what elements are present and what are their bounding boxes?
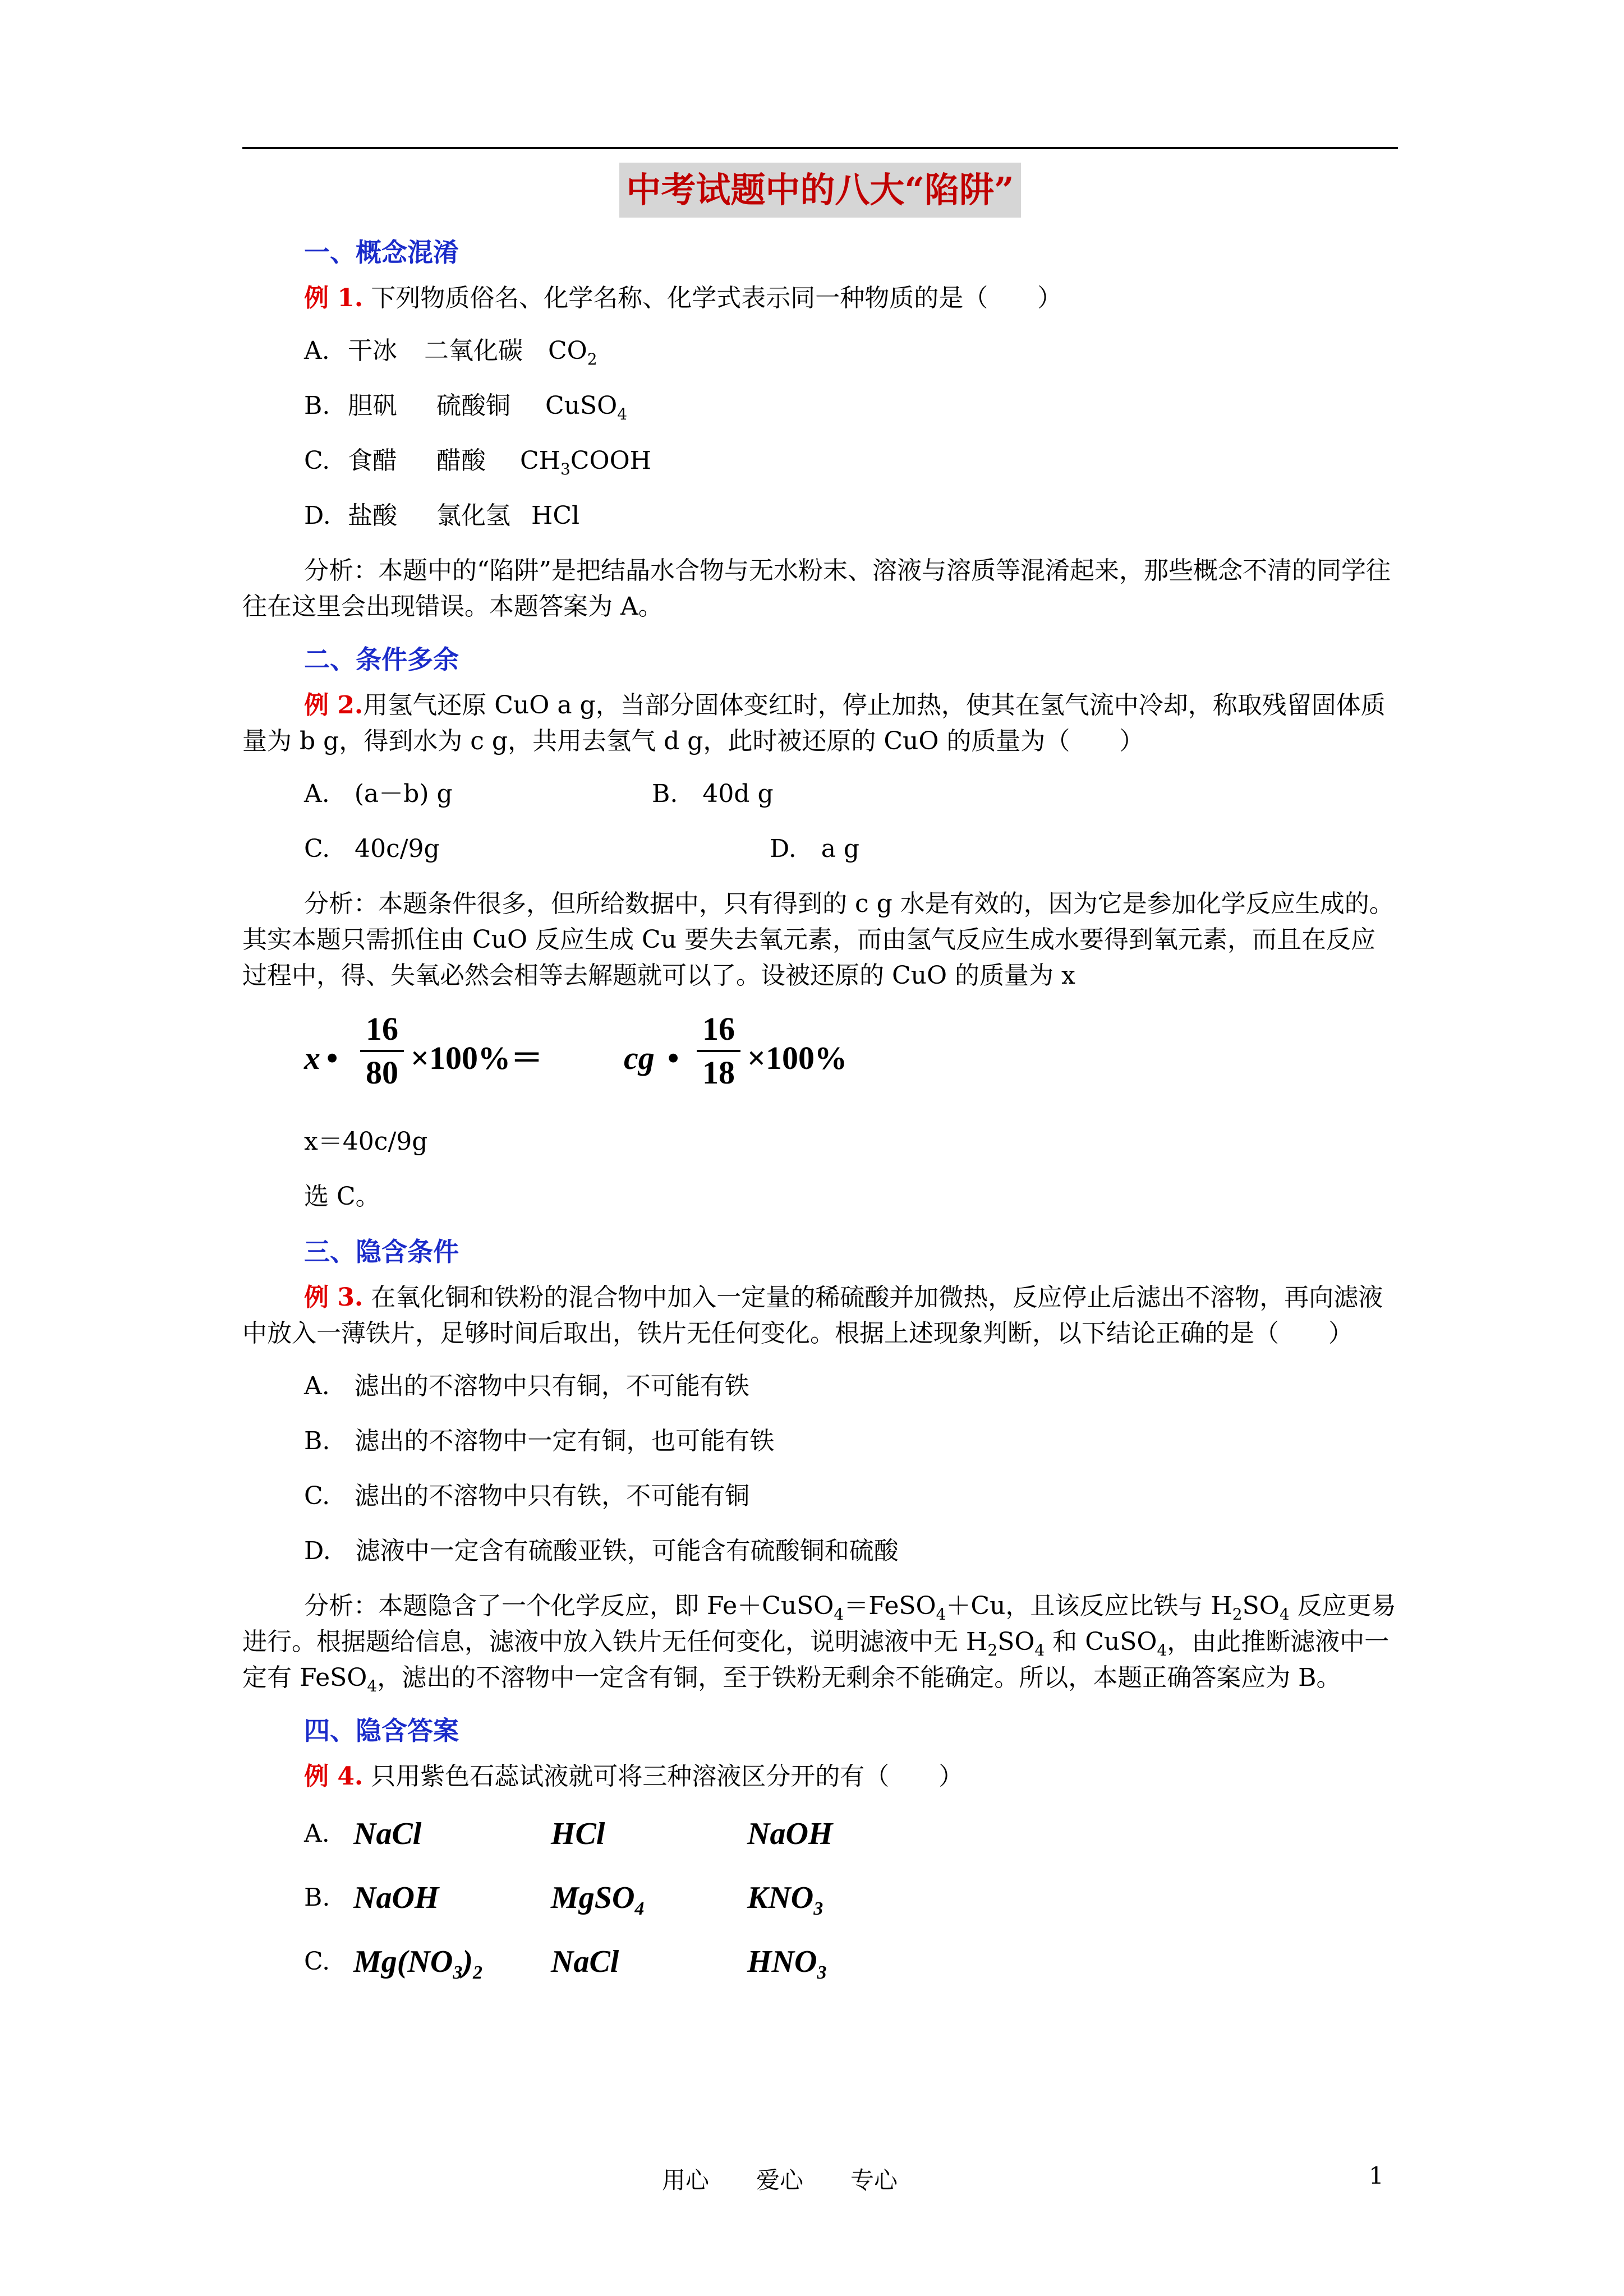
section-heading-4: 四、隐含答案	[304, 1716, 459, 1746]
page-title: 中考试题中的八大“陷阱”	[619, 163, 1020, 218]
option-row: D. 盐酸 氯化氢 HCl	[304, 501, 580, 530]
option-row: C. 40c/9g D. a g	[304, 835, 860, 863]
section-heading-2: 二、条件多余	[304, 644, 459, 675]
option-row: C. $Mg(NO_3)_2$ NaCl $HNO_3$	[304, 1944, 827, 1984]
option-row: B. 胆矾 硫酸铜 CuSO$_4$	[304, 391, 628, 423]
option: A. 滤出的不溶物中只有铜，不可能有铁	[304, 1372, 749, 1400]
section-heading-3: 三、隐含条件	[304, 1237, 459, 1267]
example-label: 例 3.	[304, 1283, 364, 1312]
option-row: A. 干冰 二氧化碳 $CO_2$	[304, 336, 597, 368]
example-4-question: 例 4. 只用紫色石蕊试液就可将三种溶液区分开的有（ ）	[304, 1762, 964, 1791]
option: C. 滤出的不溶物中只有铁，不可能有铜	[304, 1482, 750, 1510]
example-2-result: x＝40c/9g	[304, 1127, 428, 1156]
example-label: 例 1.	[304, 284, 364, 312]
example-label: 例 2.	[304, 691, 364, 720]
example-1-analysis: 分析：本题中的“陷阱”是把结晶水合物与无水粉末、溶液与溶质等混淆起来，那些概念不清的同学往往在这里会出现错误。本题答案为 A。	[242, 556, 1391, 621]
option-row: A. (a－b) g B. 40d g	[304, 780, 774, 808]
option: B. 滤出的不溶物中一定有铜，也可能有铁	[304, 1427, 775, 1455]
option: D. 滤液中一定含有硫酸亚铁，可能含有硫酸铜和硫酸	[304, 1537, 899, 1565]
content	[242, 163, 1398, 2003]
footer-motto: 用心 爱心 专心	[662, 2166, 898, 2194]
example-1-question: 例 1. 下列物质俗名、化学名称、化学式表示同一种物质的是（ ）	[304, 284, 1062, 312]
option-row: B. NaOH MgSO$_4$ $KNO_3$	[304, 1880, 823, 1920]
example-3-question: 例 3. 在氧化铜和铁粉的混合物中加入一定量的稀硫酸并加微热，反应停止后滤出不溶物，再向滤液中放入一薄铁片，足够时间后取出，铁片无任何变化。根据上述现象判断，以下结论正确的是（ ）	[242, 1283, 1383, 1348]
fraction-2: 16 18	[697, 1011, 740, 1091]
example-2-question: 例 2.用氢气还原 CuO a g，当部分固体变红时，停止加热，使其在氢气流中冷却，称取残留固体质量为 b g，得到水为 c g，共用去氢气 d g，此时被还原的 CuO 的质量为（ ）	[242, 691, 1386, 755]
section-heading-1: 一、概念混淆	[304, 237, 459, 268]
example-2-analysis: 分析：本题条件很多，但所给数据中，只有得到的 c g 水是有效的，因为它是参加化学反应生成的。其实本题只需抓住由 CuO 反应生成 Cu 要失去氧元素，而由氢气反应生成水要得到氧元素，而且在反应过程中，得、失氧必然会相等去解题就可以了。设被还原的 CuO 的质量为 x	[242, 889, 1394, 990]
fraction-1: 16 80	[360, 1011, 404, 1091]
option-row: C. 食醋 醋酸 $CH_3COOH$	[304, 446, 652, 478]
top-rule	[242, 147, 1398, 149]
option-row: A. NaCl HCl NaOH	[304, 1816, 833, 1851]
example-2-choice: 选 C。	[304, 1182, 380, 1211]
page-number: 1	[1369, 2162, 1384, 2189]
example-label: 例 4.	[304, 1762, 364, 1791]
formula: x • 16 80 ×100%＝ cg • 16 18 ×100%	[304, 1011, 848, 1091]
example-3-analysis: 分析：本题隐含了一个化学反应，即 Fe＋CuSO$_4$＝FeSO$_4$＋Cu，且该反应比铁与 $H_2SO_4$ 反应更易进行。根据题给信息，滤液中放入铁片无任何变化，说明滤液中无 $H_2SO_4$ 和 CuSO$_4$，由此推断滤液中一定有 FeSO$_4$，滤出的不溶物中一定含有铜，至于铁粉无剩余不能确定。所以，本题正确答案应为 B。	[242, 1592, 1396, 1695]
